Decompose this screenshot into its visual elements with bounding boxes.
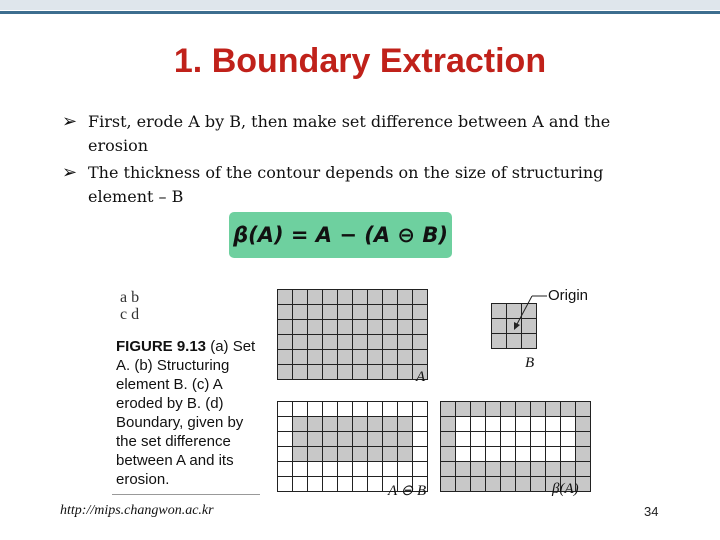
grid-cell xyxy=(307,364,323,380)
grid-cell xyxy=(307,401,323,417)
figure-caption-panel xyxy=(112,283,262,493)
grid-cell xyxy=(352,304,368,320)
grid-set-a xyxy=(277,289,428,380)
grid-cell xyxy=(337,304,353,320)
grid-cell xyxy=(367,334,383,350)
origin-label: Origin xyxy=(548,287,589,304)
slide-title: 1. Boundary Extraction xyxy=(173,42,547,80)
grid-cell xyxy=(397,431,413,447)
grid-cell xyxy=(560,401,576,417)
grid-erosion xyxy=(277,401,428,492)
grid-cell xyxy=(322,289,338,305)
grid-cell xyxy=(575,416,591,432)
grid-cell xyxy=(367,476,383,492)
grid-cell xyxy=(397,319,413,335)
footer-url: http://mips.changwon.ac.kr xyxy=(60,503,214,518)
grid-cell xyxy=(515,446,531,462)
grid-cell xyxy=(500,461,516,477)
grid-cell xyxy=(292,349,308,365)
panel-letters-row: a b xyxy=(120,289,140,306)
grid-cell xyxy=(292,304,308,320)
grid-cell xyxy=(337,319,353,335)
grid-cell xyxy=(515,431,531,447)
grid-cell xyxy=(352,461,368,477)
arrow-bullet-icon: ➢ xyxy=(62,162,78,183)
grid-cell xyxy=(352,401,368,417)
grid-cell xyxy=(412,446,428,462)
top-bar xyxy=(0,0,720,14)
figure-caption-text: (a) Set A. (b) Structuring element B. (c) A eroded by B. (d) Boundary, given by the set difference between A and its erosion. xyxy=(116,338,256,488)
grid-cell xyxy=(455,431,471,447)
bullet-item xyxy=(62,110,662,158)
grid-cell xyxy=(382,461,398,477)
grid-cell xyxy=(307,289,323,305)
grid-cell xyxy=(412,304,428,320)
grid-cell xyxy=(322,476,338,492)
grid-cell xyxy=(560,431,576,447)
grid-cell xyxy=(485,431,501,447)
grid-cell xyxy=(485,476,501,492)
grid-cell xyxy=(322,334,338,350)
grid-cell xyxy=(530,416,546,432)
grid-cell xyxy=(412,334,428,350)
grid-cell xyxy=(545,461,561,477)
grid-cell xyxy=(367,416,383,432)
grid-cell xyxy=(277,289,293,305)
grid-cell xyxy=(470,416,486,432)
grid-cell xyxy=(382,364,398,380)
grid-cell xyxy=(307,319,323,335)
grid-cell xyxy=(322,431,338,447)
grid-cell xyxy=(500,431,516,447)
grid-cell xyxy=(515,476,531,492)
grid-cell xyxy=(367,304,383,320)
grid-cell xyxy=(440,446,456,462)
grid-cell xyxy=(397,349,413,365)
grid-cell xyxy=(307,334,323,350)
grid-cell xyxy=(485,446,501,462)
grid-cell xyxy=(292,319,308,335)
grid-cell xyxy=(337,349,353,365)
grid-cell xyxy=(470,401,486,417)
grid-cell xyxy=(277,401,293,417)
grid-cell xyxy=(397,334,413,350)
grid-cell xyxy=(440,431,456,447)
grid-cell xyxy=(352,446,368,462)
figure-caption-title: FIGURE 9.13 xyxy=(116,338,207,355)
grid-cell xyxy=(367,364,383,380)
grid-cell xyxy=(292,334,308,350)
grid-cell xyxy=(545,416,561,432)
grid-cell xyxy=(382,319,398,335)
panel-letters xyxy=(120,289,139,323)
grid-cell xyxy=(545,401,561,417)
grid-cell xyxy=(560,446,576,462)
grid-cell xyxy=(575,431,591,447)
grid-cell xyxy=(412,416,428,432)
grid-cell xyxy=(412,349,428,365)
grid-cell xyxy=(455,416,471,432)
grid-cell xyxy=(337,461,353,477)
grid-cell xyxy=(530,401,546,417)
grid-cell xyxy=(307,416,323,432)
grid-cell xyxy=(277,364,293,380)
grid-cell xyxy=(322,364,338,380)
grid-cell xyxy=(337,446,353,462)
grid-cell xyxy=(307,461,323,477)
grid-cell xyxy=(560,416,576,432)
grid-cell xyxy=(485,401,501,417)
grid-cell xyxy=(470,431,486,447)
grid-cell xyxy=(382,431,398,447)
grid-cell xyxy=(397,364,413,380)
grid-cell xyxy=(455,401,471,417)
grid-cell xyxy=(322,446,338,462)
page-number: 34 xyxy=(644,504,659,519)
grid-cell xyxy=(397,289,413,305)
grid-cell xyxy=(307,431,323,447)
grid-cell xyxy=(307,304,323,320)
grid-cell xyxy=(440,461,456,477)
grid-cell xyxy=(292,289,308,305)
grid-cell xyxy=(530,446,546,462)
grid-cell xyxy=(277,476,293,492)
grid-cell xyxy=(382,446,398,462)
grid-cell xyxy=(292,476,308,492)
grid-cell xyxy=(575,461,591,477)
grid-cell xyxy=(397,304,413,320)
grid-cell xyxy=(382,334,398,350)
grid-cell xyxy=(367,461,383,477)
grid-cell xyxy=(500,416,516,432)
grid-cell xyxy=(412,319,428,335)
grid-cell xyxy=(412,461,428,477)
grid-cell xyxy=(337,364,353,380)
grid-cell xyxy=(397,446,413,462)
grid-cell xyxy=(292,431,308,447)
grid-cell xyxy=(485,416,501,432)
grid-cell xyxy=(367,289,383,305)
grid-cell xyxy=(337,401,353,417)
grid-cell xyxy=(367,401,383,417)
grid-cell xyxy=(277,416,293,432)
grid-cell xyxy=(575,401,591,417)
grid-cell xyxy=(322,461,338,477)
grid-cell xyxy=(292,461,308,477)
grid-cell xyxy=(367,319,383,335)
formula-box xyxy=(229,212,452,258)
grid-cell xyxy=(322,304,338,320)
label-set-a: A xyxy=(416,369,426,385)
grid-cell xyxy=(277,349,293,365)
label-erosion: A ⊖ B xyxy=(388,483,427,499)
grid-cell xyxy=(455,476,471,492)
grid-cell xyxy=(500,401,516,417)
grid-cell xyxy=(322,416,338,432)
label-boundary: β(A) xyxy=(552,481,579,497)
grid-cell xyxy=(515,401,531,417)
grid-cell xyxy=(530,461,546,477)
grid-cell xyxy=(455,461,471,477)
grid-cell xyxy=(292,364,308,380)
grid-cell xyxy=(382,304,398,320)
arrow-bullet-icon: ➢ xyxy=(62,111,78,132)
grid-cell xyxy=(440,476,456,492)
grid-cell xyxy=(412,431,428,447)
grid-cell xyxy=(500,476,516,492)
grid-cell xyxy=(307,349,323,365)
grid-cell xyxy=(367,446,383,462)
formula-text: β(A) = A − (A ⊖ B) xyxy=(233,223,448,247)
grid-cell xyxy=(530,431,546,447)
grid-boundary xyxy=(440,401,591,492)
panel-letters-row: c d xyxy=(120,306,140,323)
grid-cell xyxy=(322,349,338,365)
grid-cell xyxy=(337,334,353,350)
grid-cell xyxy=(292,416,308,432)
grid-cell xyxy=(277,461,293,477)
grid-cell xyxy=(352,349,368,365)
grid-cell xyxy=(500,446,516,462)
grid-cell xyxy=(367,349,383,365)
grid-cell xyxy=(352,364,368,380)
grid-cell xyxy=(470,446,486,462)
grid-cell xyxy=(382,416,398,432)
grid-cell xyxy=(307,446,323,462)
grid-cell xyxy=(440,401,456,417)
label-set-b: B xyxy=(525,355,535,371)
grid-cell xyxy=(352,416,368,432)
grid-cell xyxy=(337,431,353,447)
grid-cell xyxy=(352,319,368,335)
grid-cell xyxy=(277,334,293,350)
bullet-item xyxy=(62,161,662,209)
grid-cell xyxy=(352,289,368,305)
grid-cell xyxy=(440,416,456,432)
grid-cell xyxy=(470,461,486,477)
grid-cell xyxy=(455,446,471,462)
grid-cell xyxy=(322,401,338,417)
grid-cell xyxy=(412,289,428,305)
bullet-text: First, erode A by B, then make set difference between A and the erosion xyxy=(88,112,611,155)
grid-cell xyxy=(352,334,368,350)
grid-cell xyxy=(397,401,413,417)
figure-divider xyxy=(112,494,260,495)
grid-cell xyxy=(470,476,486,492)
grid-cell xyxy=(337,289,353,305)
grid-cell xyxy=(307,476,323,492)
grid-cell xyxy=(367,431,383,447)
grid-cell xyxy=(292,446,308,462)
grid-cell xyxy=(412,401,428,417)
grid-cell xyxy=(397,461,413,477)
grid-cell xyxy=(292,401,308,417)
grid-cell xyxy=(530,476,546,492)
grid-cell xyxy=(277,319,293,335)
grid-cell xyxy=(382,289,398,305)
grid-cell xyxy=(545,446,561,462)
grid-cell xyxy=(382,349,398,365)
grid-cell xyxy=(575,446,591,462)
grid-cell xyxy=(515,416,531,432)
grid-cell xyxy=(277,431,293,447)
grid-cell xyxy=(322,319,338,335)
bullet-list xyxy=(62,110,662,212)
grid-cell xyxy=(515,461,531,477)
grid-cell xyxy=(352,431,368,447)
figure-caption xyxy=(116,337,266,489)
grid-cell xyxy=(397,416,413,432)
bullet-text: The thickness of the contour depends on the size of structuring element – B xyxy=(88,163,604,206)
grid-cell xyxy=(277,304,293,320)
grid-cell xyxy=(560,461,576,477)
grid-cell xyxy=(545,431,561,447)
grid-cell xyxy=(337,416,353,432)
grid-cell xyxy=(382,401,398,417)
grid-cell xyxy=(277,446,293,462)
grid-cell xyxy=(485,461,501,477)
grid-cell xyxy=(337,476,353,492)
grid-cell xyxy=(352,476,368,492)
